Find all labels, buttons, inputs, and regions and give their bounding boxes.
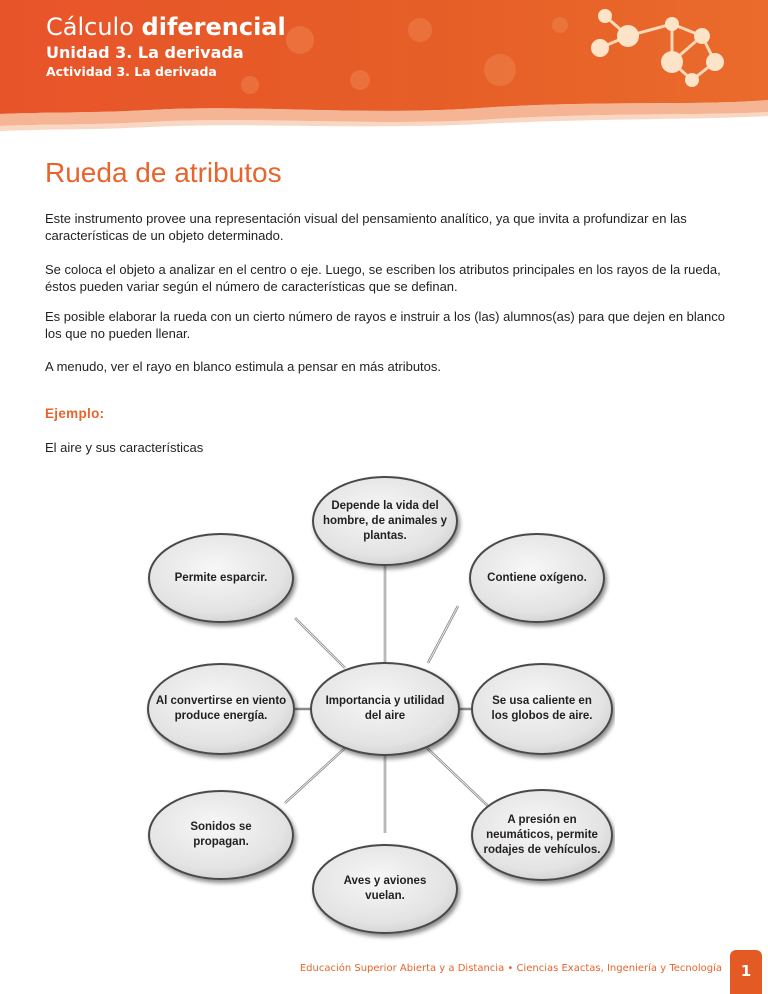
attribute-wheel-diagram xyxy=(145,473,615,943)
activity-title: Actividad 3. La derivada xyxy=(46,64,217,79)
page-number: 1 xyxy=(740,962,752,980)
node-bottom-left-label: Sonidos se propagan. xyxy=(190,821,252,848)
paragraph-rays: Es posible elaborar la rueda con un cierto número de rayos e instruir a los (las) alumnos(as) para que dejen en blanco los que no pueden llenar. xyxy=(45,309,725,341)
node-left-label: Al convertirse en viento produce energía. xyxy=(155,695,287,722)
node-center-label: Importancia y utilidad del aire xyxy=(325,695,445,722)
example-caption: El aire y sus características xyxy=(45,440,204,455)
node-top-right-label: Contiene oxígeno. xyxy=(487,571,587,584)
header-banner xyxy=(0,0,768,132)
course-title-bold: diferencial xyxy=(141,13,286,41)
paragraph-intro: Este instrumento provee una representación visual del pensamiento analítico, ya que invita a profundizar en las características de un objeto determinado. xyxy=(45,211,687,243)
paragraph-blank-ray: A menudo, ver el rayo en blanco estimula a pensar en más atributos. xyxy=(45,359,441,374)
node-bottom-label: Aves y aviones vuelan. xyxy=(343,875,427,902)
page-title: Rueda de atributos xyxy=(45,157,282,188)
unit-title: Unidad 3. La derivada xyxy=(46,43,244,62)
node-top-label: Depende la vida del hombre, de animales y plantas. xyxy=(323,499,447,542)
course-title xyxy=(46,12,286,42)
node-top-left-label: Permite esparcir. xyxy=(174,571,268,584)
footer-text: Educación Superior Abierta y a Distancia • Ciencias Exactas, Ingeniería y Tecnología xyxy=(299,963,722,974)
node-right-label: Se usa caliente en los globos de aire. xyxy=(491,695,593,722)
molecule-logo xyxy=(580,4,740,114)
node-bottom-right-label: A presión en neumáticos, permite rodajes de vehículos. xyxy=(483,813,601,856)
example-label: Ejemplo: xyxy=(45,406,105,421)
course-title-light: Cálculo xyxy=(46,13,134,41)
paragraph-instructions: Se coloca el objeto a analizar en el centro o eje. Luego, se escriben los atributos principales en los rayos de la rueda, éstos pueden variar según el número de características que se definan. xyxy=(45,262,721,294)
